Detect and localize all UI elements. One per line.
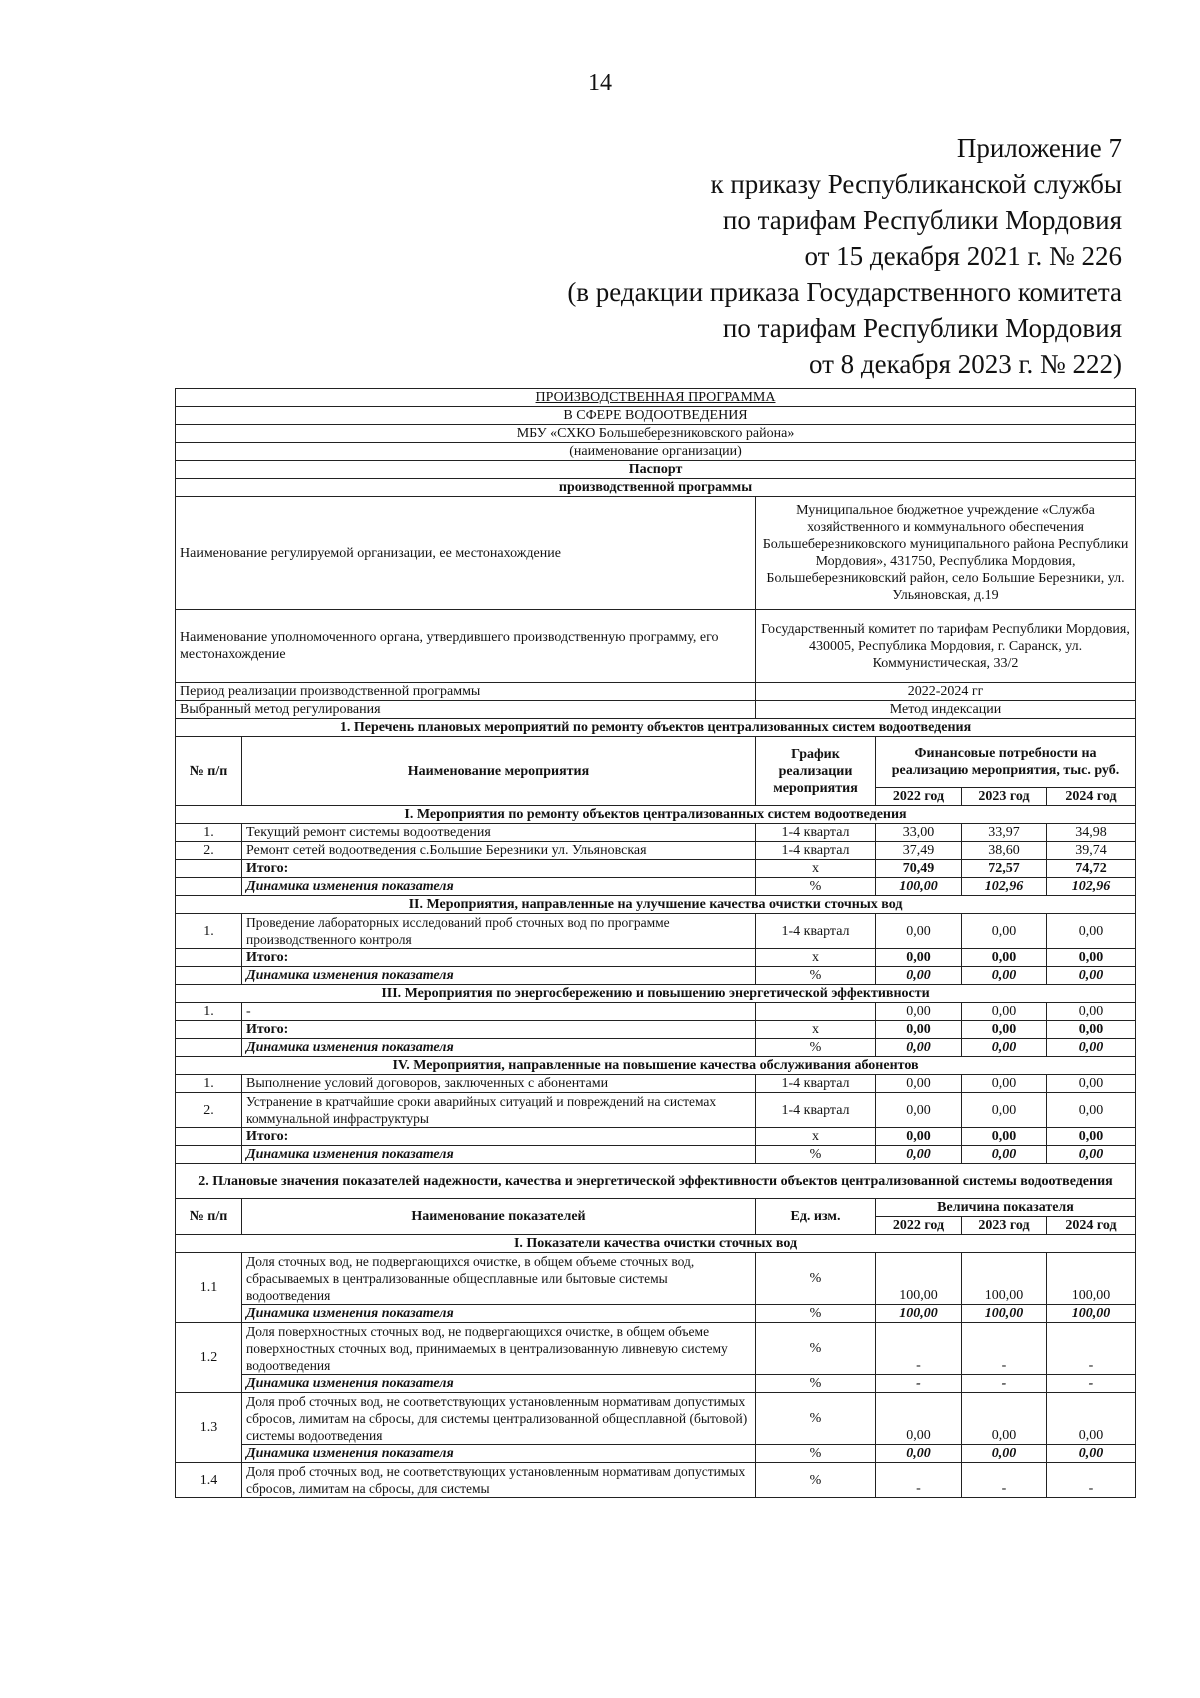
total-row-value: 0,00 — [1047, 1128, 1136, 1146]
dynamics-row-value: 0,00 — [1047, 1146, 1136, 1164]
col-header-year: 2022 год — [876, 788, 962, 806]
empty-cell — [176, 949, 242, 967]
empty-cell — [176, 1146, 242, 1164]
col-header-year: 2024 год — [1047, 1217, 1136, 1235]
col-header-name: Наименование показателей — [242, 1199, 756, 1235]
dynamics-row-unit: % — [756, 1375, 876, 1393]
row-value: 0,00 — [876, 1093, 962, 1128]
total-row-unit: х — [756, 949, 876, 967]
row-schedule: 1-4 квартал — [756, 1093, 876, 1128]
indicator-number: 1.1 — [176, 1253, 242, 1323]
empty-cell — [176, 967, 242, 985]
total-row-value: 0,00 — [962, 949, 1047, 967]
row-value: 0,00 — [1047, 914, 1136, 949]
section2-body — [176, 1253, 1136, 1498]
passport-label: Наименование уполномоченного органа, утвердившего производственную программу, его местонахождение — [176, 610, 756, 683]
header-line: по тарифам Республики Мордовия — [722, 205, 1122, 235]
organization-caption: (наименование организации) — [176, 443, 1136, 461]
total-row-value: 0,00 — [962, 1021, 1047, 1039]
header-line: к приказу Республиканской службы — [710, 169, 1122, 199]
program-table — [175, 388, 1136, 1498]
header-line: от 8 декабря 2023 г. № 222) — [808, 349, 1122, 379]
indicator-value: 100,00 — [876, 1253, 962, 1305]
row-value: 0,00 — [962, 1075, 1047, 1093]
indicator-row — [176, 1253, 1136, 1305]
program-subtitle: В СФЕРЕ ВОДООТВЕДЕНИЯ — [176, 407, 1136, 425]
indicator-unit: % — [756, 1253, 876, 1305]
dynamics-row-value: 0,00 — [962, 967, 1047, 985]
dynamics-row — [176, 1305, 1136, 1323]
row-name: Текущий ремонт системы водоотведения — [242, 824, 756, 842]
dynamics-row-unit: % — [756, 1445, 876, 1463]
row-value: 0,00 — [962, 1093, 1047, 1128]
table-row — [176, 1003, 1136, 1021]
indicator-value: - — [962, 1463, 1047, 1498]
indicator-value: 0,00 — [1047, 1393, 1136, 1445]
dynamics-row-label: Динамика изменения показателя — [242, 967, 756, 985]
row-name: Устранение в кратчайшие сроки аварийных ситуаций и повреждений на системах коммунальной инфраструктуры — [242, 1093, 756, 1128]
row-schedule: 1-4 квартал — [756, 1075, 876, 1093]
group-title: II. Мероприятия, направленные на улучшение качества очистки сточных вод — [176, 896, 1136, 914]
dynamics-row-value: 0,00 — [962, 1445, 1047, 1463]
empty-cell — [176, 1039, 242, 1057]
section2-title: 2. Плановые значения показателей надежности, качества и энергетической эффективности объектов централизованной системы водоотведения — [176, 1164, 1136, 1199]
passport-subtitle: производственной программы — [176, 479, 1136, 497]
dynamics-row-value: - — [876, 1375, 962, 1393]
organization-name: МБУ «СХКО Большеберезниковского района» — [176, 425, 1136, 443]
row-value: 0,00 — [962, 1003, 1047, 1021]
row-number: 2. — [176, 842, 242, 860]
dynamics-row-value: - — [1047, 1375, 1136, 1393]
dynamics-row-value: 0,00 — [1047, 967, 1136, 985]
page-number: 14 — [588, 70, 612, 96]
table-row — [176, 1075, 1136, 1093]
dynamics-row-unit: % — [756, 1039, 876, 1057]
passport-value: 2022-2024 гг — [756, 683, 1136, 701]
total-row-value: 0,00 — [962, 1128, 1047, 1146]
group-title: I. Мероприятия по ремонту объектов централизованных систем водоотведения — [176, 806, 1136, 824]
passport-label: Период реализации производственной программы — [176, 683, 756, 701]
total-row-label: Итого: — [242, 1128, 756, 1146]
dynamics-row-label: Динамика изменения показателя — [242, 1039, 756, 1057]
row-name: Выполнение условий договоров, заключенных с абонентами — [242, 1075, 756, 1093]
empty-cell — [176, 1021, 242, 1039]
col-header-num: № п/п — [176, 737, 242, 806]
dynamics-row-label: Динамика изменения показателя — [242, 1305, 756, 1323]
dynamics-row-value: 0,00 — [962, 1039, 1047, 1057]
total-row-value: 0,00 — [876, 1128, 962, 1146]
group-title: III. Мероприятия по энергосбережению и повышению энергетической эффективности — [176, 985, 1136, 1003]
header-line: Приложение 7 — [956, 133, 1122, 163]
col-header-year: 2022 год — [876, 1217, 962, 1235]
dynamics-row-unit: % — [756, 1305, 876, 1323]
header-line: (в редакции приказа Государственного комитета — [567, 277, 1122, 307]
indicator-number: 1.2 — [176, 1323, 242, 1393]
dynamics-row-value: 100,00 — [876, 1305, 962, 1323]
passport-label: Наименование регулируемой организации, ее местонахождение — [176, 497, 756, 610]
row-value: 0,00 — [1047, 1093, 1136, 1128]
document-header — [567, 130, 1122, 382]
total-row-value: 0,00 — [1047, 1021, 1136, 1039]
total-row — [176, 860, 1136, 878]
row-number: 1. — [176, 824, 242, 842]
passport-value: Муниципальное бюджетное учреждение «Служба хозяйственного и коммунального обеспечения Большеберезниковского муниципального района Республики Мордовия», 431750, Республика Мордовия, Большеберезниковский район, село Большие Березники, ул. Ульяновская, д.19 — [756, 497, 1136, 610]
dynamics-row — [176, 878, 1136, 896]
row-name: Проведение лабораторных исследований проб сточных вод по программе производственного контроля — [242, 914, 756, 949]
program-title: ПРОИЗВОДСТВЕННАЯ ПРОГРАММА — [176, 389, 1136, 407]
row-value: 34,98 — [1047, 824, 1136, 842]
indicator-value: - — [1047, 1463, 1136, 1498]
col-header-unit: Ед. изм. — [756, 1199, 876, 1235]
section2-group-title: I. Показатели качества очистки сточных вод — [176, 1235, 1136, 1253]
row-value: 0,00 — [1047, 1003, 1136, 1021]
row-schedule: 1-4 квартал — [756, 824, 876, 842]
total-row-unit: х — [756, 1128, 876, 1146]
row-schedule: 1-4 квартал — [756, 914, 876, 949]
indicator-name: Доля проб сточных вод, не соответствующих установленным нормативам допустимых сбросов, лимитам на сбросы, для системы — [242, 1463, 756, 1498]
row-number: 1. — [176, 1003, 242, 1021]
row-name: Ремонт сетей водоотведения с.Большие Березники ул. Ульяновская — [242, 842, 756, 860]
row-name: - — [242, 1003, 756, 1021]
dynamics-row-unit: % — [756, 967, 876, 985]
row-value: 0,00 — [1047, 1075, 1136, 1093]
empty-cell — [176, 878, 242, 896]
row-value: 0,00 — [962, 914, 1047, 949]
dynamics-row-value: 0,00 — [876, 1445, 962, 1463]
dynamics-row — [176, 1039, 1136, 1057]
col-header-year: 2024 год — [1047, 788, 1136, 806]
dynamics-row-label: Динамика изменения показателя — [242, 1445, 756, 1463]
dynamics-row-value: 0,00 — [876, 967, 962, 985]
total-row-value: 74,72 — [1047, 860, 1136, 878]
dynamics-row-value: 100,00 — [1047, 1305, 1136, 1323]
row-value: 0,00 — [876, 1003, 962, 1021]
dynamics-row-label: Динамика изменения показателя — [242, 1375, 756, 1393]
total-row — [176, 1128, 1136, 1146]
dynamics-row-label: Динамика изменения показателя — [242, 1146, 756, 1164]
col-header-num: № п/п — [176, 1199, 242, 1235]
row-value: 0,00 — [876, 1075, 962, 1093]
indicator-value: 100,00 — [1047, 1253, 1136, 1305]
indicator-value: - — [876, 1323, 962, 1375]
indicator-value: 0,00 — [876, 1393, 962, 1445]
section1-title: 1. Перечень плановых мероприятий по ремонту объектов централизованных систем водоотведения — [176, 719, 1136, 737]
indicator-value: - — [962, 1323, 1047, 1375]
indicator-unit: % — [756, 1323, 876, 1375]
dynamics-row — [176, 1146, 1136, 1164]
row-value: 37,49 — [876, 842, 962, 860]
dynamics-row-value: - — [962, 1375, 1047, 1393]
row-schedule — [756, 1003, 876, 1021]
header-line: по тарифам Республики Мордовия — [722, 313, 1122, 343]
indicator-row — [176, 1393, 1136, 1445]
total-row-label: Итого: — [242, 860, 756, 878]
dynamics-row-value: 102,96 — [962, 878, 1047, 896]
passport-value: Метод индексации — [756, 701, 1136, 719]
dynamics-row-unit: % — [756, 1146, 876, 1164]
indicator-unit: % — [756, 1393, 876, 1445]
col-header-year: 2023 год — [962, 788, 1047, 806]
indicator-value: 0,00 — [962, 1393, 1047, 1445]
dynamics-row-label: Динамика изменения показателя — [242, 878, 756, 896]
total-row-label: Итого: — [242, 1021, 756, 1039]
dynamics-row-value: 100,00 — [962, 1305, 1047, 1323]
indicator-value: - — [1047, 1323, 1136, 1375]
group-title: IV. Мероприятия, направленные на повышение качества обслуживания абонентов — [176, 1057, 1136, 1075]
col-header-financial: Финансовые потребности на реализацию мероприятия, тыс. руб. — [876, 737, 1136, 788]
dynamics-row-value: 0,00 — [876, 1039, 962, 1057]
row-value: 33,97 — [962, 824, 1047, 842]
indicator-value: - — [876, 1463, 962, 1498]
indicator-unit: % — [756, 1463, 876, 1498]
dynamics-row — [176, 967, 1136, 985]
row-schedule: 1-4 квартал — [756, 842, 876, 860]
table-row — [176, 824, 1136, 842]
header-line: от 15 декабря 2021 г. № 226 — [804, 241, 1122, 271]
indicator-row — [176, 1463, 1136, 1498]
indicator-name: Доля проб сточных вод, не соответствующих установленным нормативам допустимых сбросов, лимитам на сбросы, для системы централизованной общесплавной (бытовой) системы водоотведения — [242, 1393, 756, 1445]
total-row — [176, 1021, 1136, 1039]
dynamics-row — [176, 1445, 1136, 1463]
total-row-unit: х — [756, 860, 876, 878]
total-row-value: 0,00 — [876, 949, 962, 967]
passport-label: Выбранный метод регулирования — [176, 701, 756, 719]
indicator-name: Доля поверхностных сточных вод, не подвергающихся очистке, в общем объеме поверхностных сточных вод, принимаемых в централизованную ливневую систему водоотведения — [242, 1323, 756, 1375]
row-value: 0,00 — [876, 914, 962, 949]
indicator-value: 100,00 — [962, 1253, 1047, 1305]
indicator-name: Доля сточных вод, не подвергающихся очистке, в общем объеме сточных вод, сбрасываемых в централизованные общесплавные или бытовые системы водоотведения — [242, 1253, 756, 1305]
total-row-label: Итого: — [242, 949, 756, 967]
col-header-value: Величина показателя — [876, 1199, 1136, 1217]
total-row-value: 70,49 — [876, 860, 962, 878]
row-value: 33,00 — [876, 824, 962, 842]
empty-cell — [176, 860, 242, 878]
col-header-year: 2023 год — [962, 1217, 1047, 1235]
row-number: 2. — [176, 1093, 242, 1128]
col-header-schedule: График реализации мероприятия — [756, 737, 876, 806]
indicator-row — [176, 1323, 1136, 1375]
dynamics-row-value: 0,00 — [962, 1146, 1047, 1164]
row-value: 39,74 — [1047, 842, 1136, 860]
table-row — [176, 842, 1136, 860]
dynamics-row-value: 102,96 — [1047, 878, 1136, 896]
passport-title: Паспорт — [176, 461, 1136, 479]
section1-body — [176, 806, 1136, 1164]
passport-value: Государственный комитет по тарифам Республики Мордовия, 430005, Республика Мордовия, г. Саранск, ул. Коммунистическая, 33/2 — [756, 610, 1136, 683]
dynamics-row-value: 0,00 — [876, 1146, 962, 1164]
total-row — [176, 949, 1136, 967]
dynamics-row-value: 100,00 — [876, 878, 962, 896]
table-row — [176, 914, 1136, 949]
total-row-value: 72,57 — [962, 860, 1047, 878]
dynamics-row-value: 0,00 — [1047, 1445, 1136, 1463]
row-number: 1. — [176, 914, 242, 949]
row-number: 1. — [176, 1075, 242, 1093]
dynamics-row-unit: % — [756, 878, 876, 896]
total-row-value: 0,00 — [1047, 949, 1136, 967]
row-value: 38,60 — [962, 842, 1047, 860]
indicator-number: 1.4 — [176, 1463, 242, 1498]
total-row-value: 0,00 — [876, 1021, 962, 1039]
indicator-number: 1.3 — [176, 1393, 242, 1463]
total-row-unit: х — [756, 1021, 876, 1039]
table-row — [176, 1093, 1136, 1128]
col-header-name: Наименование мероприятия — [242, 737, 756, 806]
dynamics-row — [176, 1375, 1136, 1393]
empty-cell — [176, 1128, 242, 1146]
dynamics-row-value: 0,00 — [1047, 1039, 1136, 1057]
